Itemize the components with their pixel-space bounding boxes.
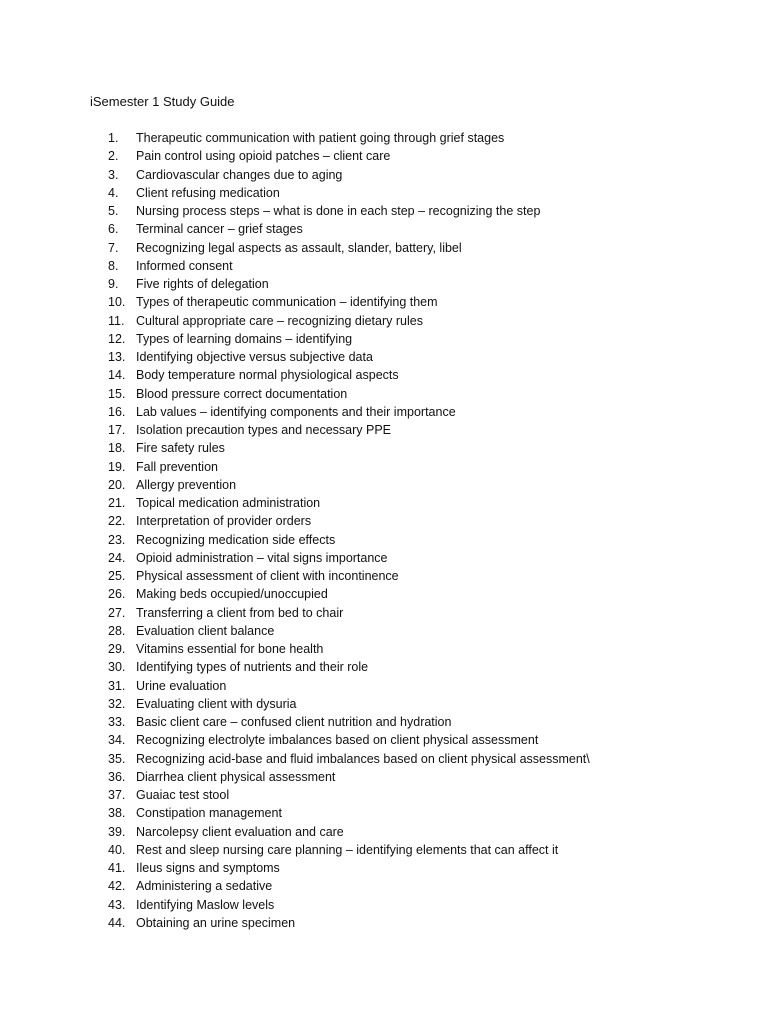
list-item-text: Recognizing acid-base and fluid imbalances based on client physical assessment\ (136, 751, 590, 766)
list-item-text: Fall prevention (136, 459, 218, 474)
list-item-text: Rest and sleep nursing care planning – identifying elements that can affect it (136, 842, 559, 857)
list-item-number: 40. (108, 842, 126, 857)
list-item-number: 15. (108, 386, 126, 401)
list-item-text: Administering a sedative (136, 879, 273, 894)
list-item-number: 27. (108, 605, 126, 620)
list-item-number: 6. (108, 222, 119, 237)
list-item-number: 30. (108, 660, 126, 675)
list-item-number: 17. (108, 423, 126, 437)
list-item-text: Nursing process steps – what is done in each step – recognizing the step (136, 204, 541, 218)
list-item-number: 36. (108, 769, 126, 784)
list-item-number: 38. (108, 806, 126, 821)
list-item-number: 31. (108, 678, 126, 693)
list-item-number: 16. (108, 404, 126, 419)
list-item-number: 33. (108, 715, 126, 729)
list-item-number: 1. (108, 131, 119, 145)
list-item-number: 3. (108, 167, 119, 182)
list-item-text: Therapeutic communication with patient going through grief stages (136, 131, 505, 145)
list-item-number: 34. (108, 733, 126, 748)
list-item-text: Body temperature normal physiological aspects (136, 368, 399, 383)
list-item-number: 12. (108, 331, 126, 346)
list-item-text: Narcolepsy client evaluation and care (136, 824, 344, 839)
list-item-text: Identifying types of nutrients and their role (136, 660, 369, 675)
list-item-text: Terminal cancer – grief stages (136, 222, 303, 237)
list-item-number: 13. (108, 350, 126, 364)
list-item-number: 7. (108, 240, 119, 255)
list-item-text: Recognizing legal aspects as assault, slander, battery, libel (136, 240, 462, 255)
list-item-number: 39. (108, 824, 126, 839)
list-item-text: Blood pressure correct documentation (136, 386, 348, 401)
list-item-text: Recognizing medication side effects (136, 532, 336, 547)
list-item-number: 2. (108, 149, 119, 164)
list-item-text: Constipation management (136, 806, 282, 821)
list-item-text: Diarrhea client physical assessment (136, 769, 336, 784)
list-item-number: 20. (108, 477, 126, 492)
list-item-number: 5. (108, 204, 119, 218)
list-item-text: Types of therapeutic communication – identifying them (136, 295, 438, 310)
list-item-number: 44. (108, 915, 126, 930)
list-item-number: 9. (108, 277, 119, 291)
list-item-number: 10. (108, 295, 126, 310)
document-title: iSemester 1 Study Guide (90, 94, 235, 109)
list-item-text: Pain control using opioid patches – client care (136, 149, 391, 164)
list-item-number: 18. (108, 441, 126, 456)
list-item-text: Cultural appropriate care – recognizing dietary rules (136, 313, 423, 328)
list-item-number: 22. (108, 514, 126, 529)
list-item-text: Topical medication administration (136, 496, 321, 510)
list-item-number: 29. (108, 642, 126, 656)
list-item-text: Physical assessment of client with incontinence (136, 569, 399, 583)
list-item-number: 4. (108, 185, 119, 200)
list-item-number: 19. (108, 459, 126, 474)
list-item-text: Fire safety rules (136, 441, 225, 456)
list-item-text: Opioid administration – vital signs importance (136, 550, 388, 565)
list-item-number: 23. (108, 532, 126, 547)
list-item-number: 14. (108, 368, 126, 383)
list-item-text: Evaluation client balance (136, 623, 275, 638)
list-item-text: Obtaining an urine specimen (136, 915, 296, 930)
list-item-text: Ileus signs and symptoms (136, 861, 280, 875)
list-item-text: Interpretation of provider orders (136, 514, 312, 529)
list-item-text: Lab values – identifying components and their importance (136, 404, 456, 419)
list-item-text: Allergy prevention (136, 477, 237, 492)
list-item-number: 43. (108, 897, 126, 912)
list-item-text: Urine evaluation (136, 678, 227, 693)
list-item-text: Evaluating client with dysuria (136, 696, 297, 711)
list-item-number: 8. (108, 258, 119, 273)
list-item-number: 25. (108, 569, 126, 583)
list-item-text: Basic client care – confused client nutrition and hydration (136, 715, 452, 729)
list-item-text: Guaiac test stool (136, 788, 230, 802)
list-item-number: 42. (108, 879, 126, 894)
list-item-text: Recognizing electrolyte imbalances based on client physical assessment (136, 733, 539, 748)
list-item-text: Five rights of delegation (136, 277, 269, 291)
list-item-text: Making beds occupied/unoccupied (136, 587, 328, 602)
list-item-text: Identifying Maslow levels (136, 897, 275, 912)
list-item-number: 41. (108, 861, 126, 875)
list-item-text: Cardiovascular changes due to aging (136, 167, 343, 182)
list-item-number: 37. (108, 788, 126, 802)
list-item-text: Types of learning domains – identifying (136, 331, 353, 346)
list-item-number: 28. (108, 623, 126, 638)
list-item-text: Identifying objective versus subjective data (136, 350, 373, 364)
list-item-number: 24. (108, 550, 126, 565)
list-item-text: Client refusing medication (136, 185, 280, 200)
list-item-number: 35. (108, 751, 126, 766)
list-item-text: Isolation precaution types and necessary PPE (136, 423, 392, 437)
list-item-text: Transferring a client from bed to chair (136, 605, 344, 620)
list-item-number: 11. (108, 313, 125, 328)
list-item-text: Vitamins essential for bone health (136, 642, 324, 656)
list-item-number: 32. (108, 696, 126, 711)
list-item-number: 21. (108, 496, 126, 510)
list-item-text: Informed consent (136, 258, 233, 273)
list-item-number: 26. (108, 587, 126, 602)
